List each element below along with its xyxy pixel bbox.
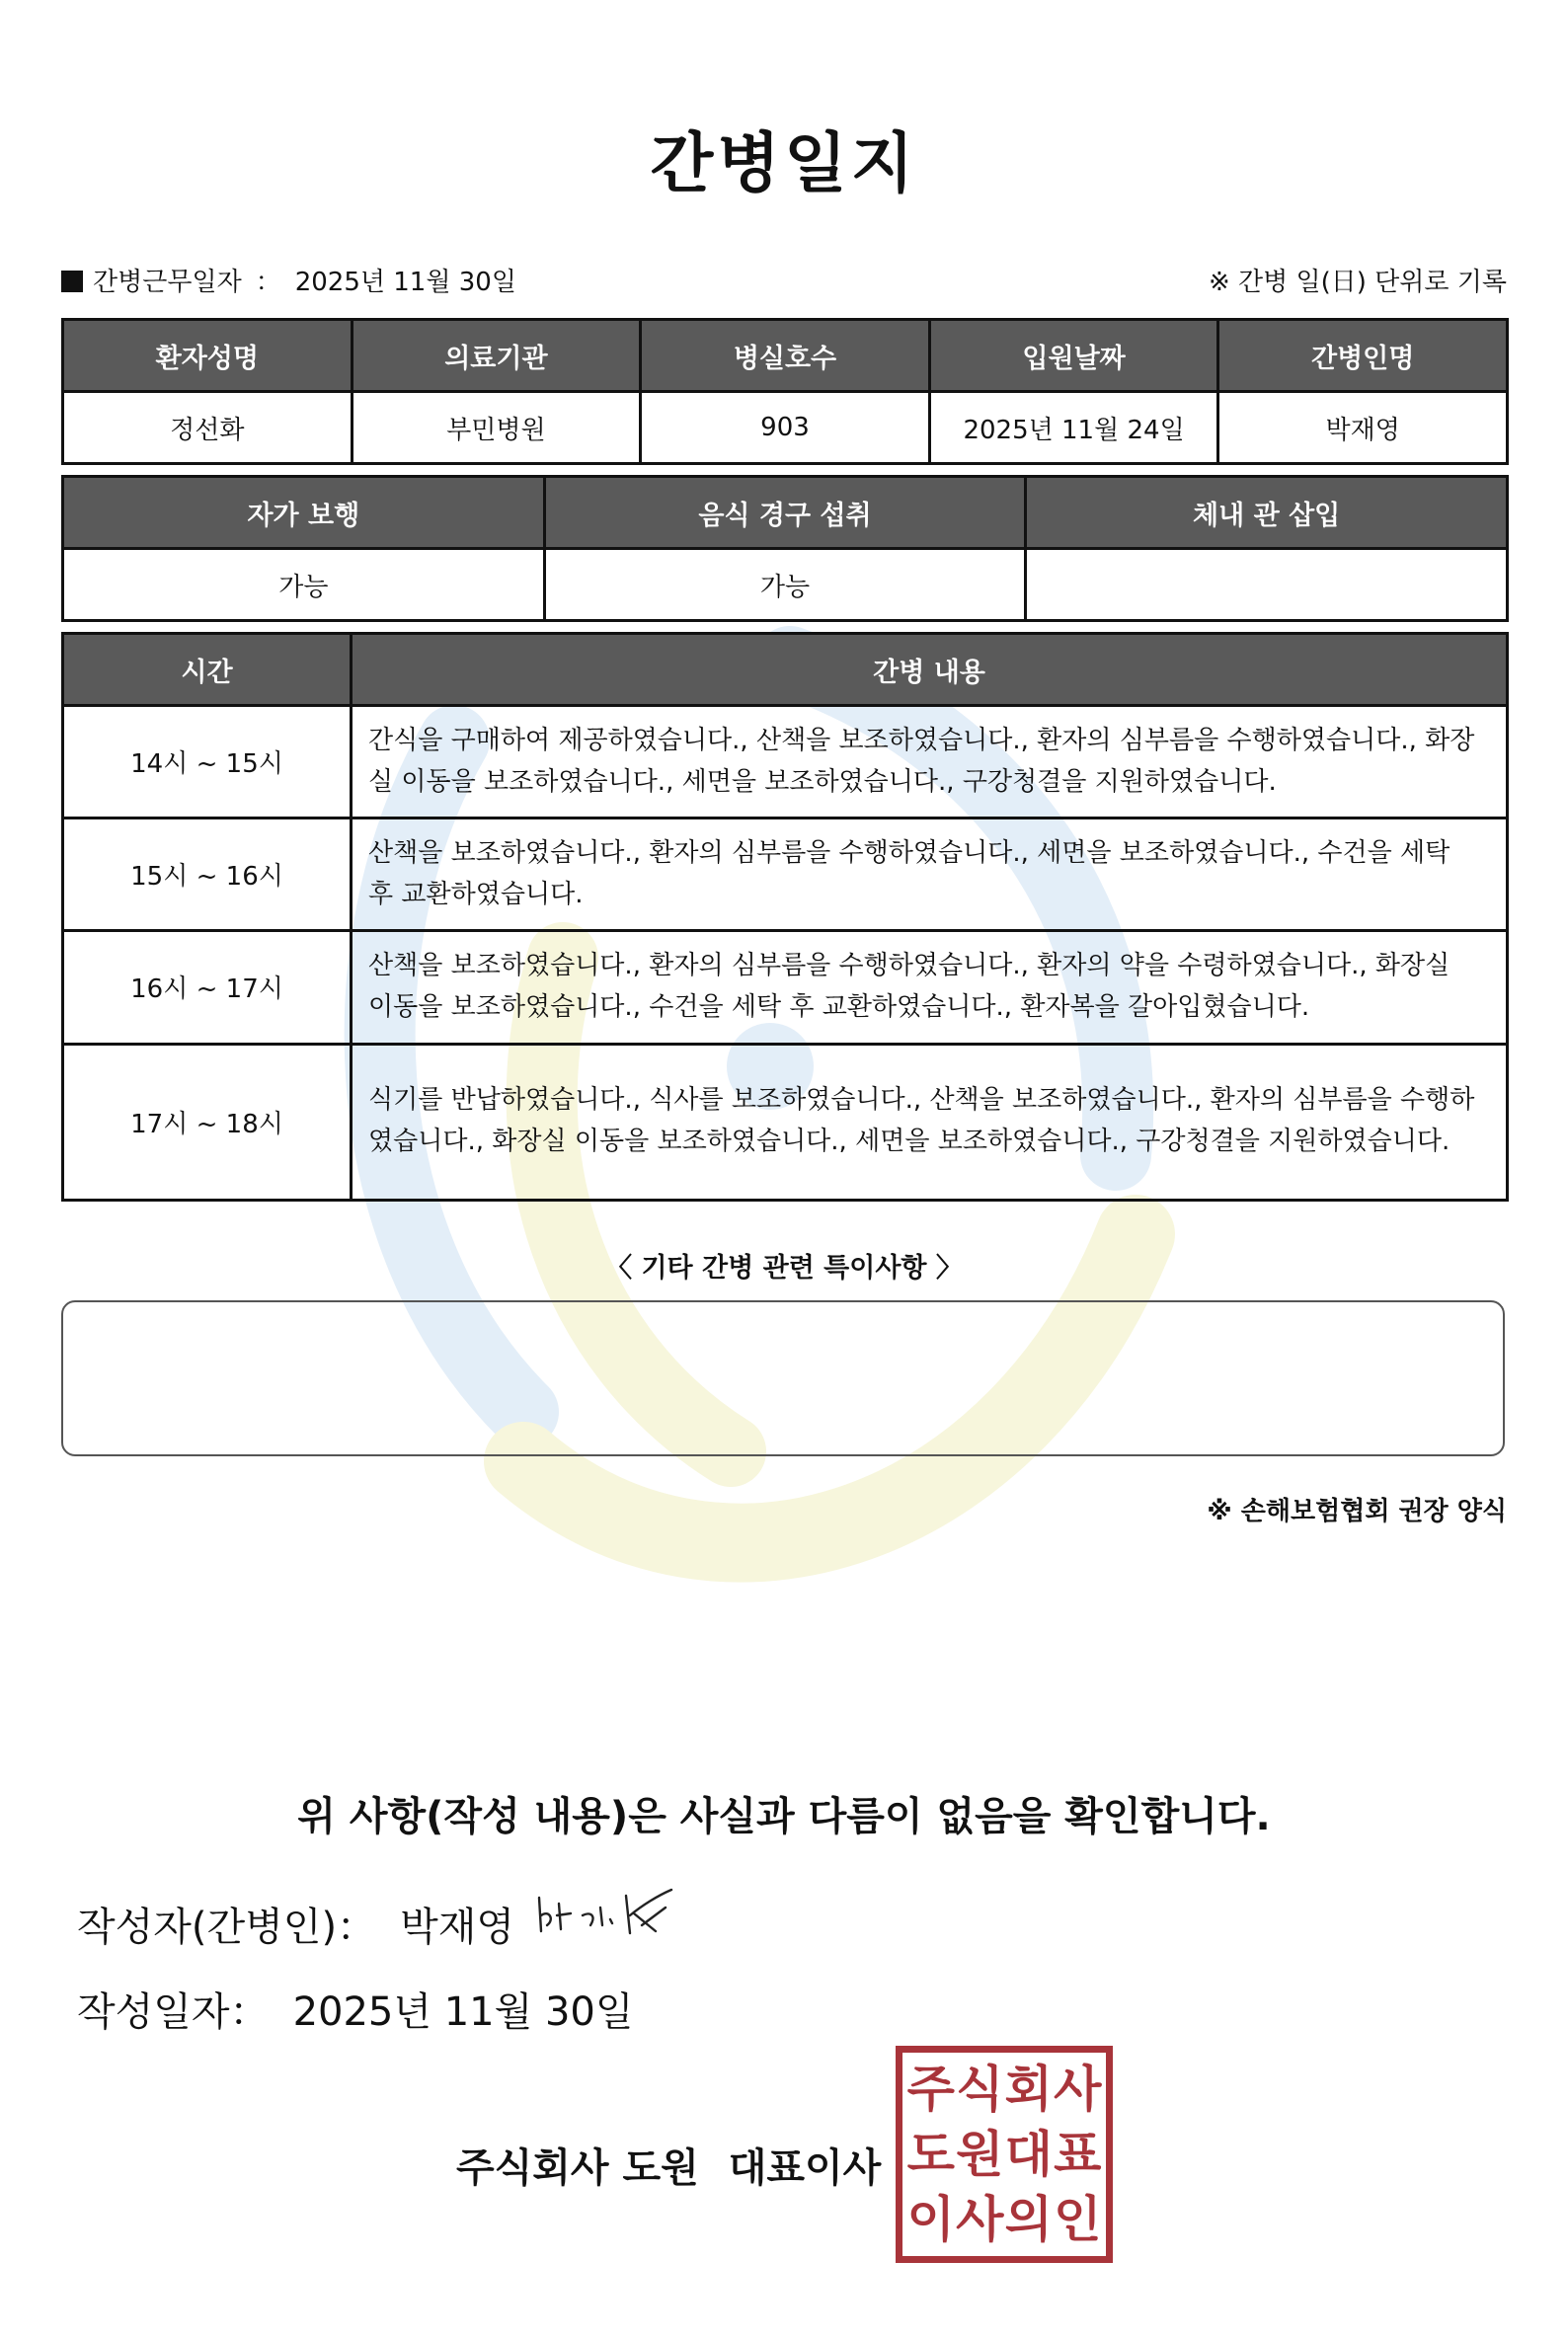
company-line — [456, 2137, 881, 2193]
handwritten-signature — [531, 1886, 679, 1947]
seal-char: 인 — [1054, 2191, 1102, 2248]
record-unit-note: ※ 간병 일(日) 단위로 기록 — [1208, 268, 1507, 297]
seal-char: 이 — [906, 2191, 955, 2248]
table-row — [63, 931, 1508, 1044]
header-hospital: 의료기관 — [352, 320, 641, 392]
header-room-number: 병실호수 — [641, 320, 930, 392]
log-content: 간식을 구매하여 제공하였습니다., 산책을 보조하였습니다., 환자의 심부름을 수행하였습니다., 화장실 이동을 보조하였습니다., 세면을 보조하였습니다., 구강청결을 지원하였습니다. — [352, 706, 1508, 818]
care-log-table — [61, 632, 1509, 1202]
work-date-separator: ： — [255, 268, 281, 297]
seal-char: 식 — [956, 2061, 1004, 2118]
tube-insertion-value — [1026, 549, 1508, 621]
work-date-value: 2025년 11월 30일 — [294, 268, 516, 297]
seal-char: 표 — [1054, 2126, 1102, 2183]
notes-box — [61, 1300, 1505, 1456]
log-time: 14시 ~ 15시 — [63, 706, 352, 818]
room-number: 903 — [641, 392, 930, 464]
header-tube-insertion: 체내 관 삽입 — [1026, 477, 1508, 549]
self-walking-value: 가능 — [63, 549, 545, 621]
written-date-line — [77, 1981, 634, 2037]
header-self-walking: 자가 보행 — [63, 477, 545, 549]
seal-char: 도 — [906, 2126, 955, 2183]
seal-char: 사 — [1054, 2061, 1102, 2118]
log-time: 17시 ~ 18시 — [63, 1044, 352, 1200]
written-date-value: 2025년 11월 30일 — [292, 1989, 634, 2035]
author-line — [77, 1896, 514, 1952]
oral-intake-value: 가능 — [544, 549, 1026, 621]
log-time: 16시 ~ 17시 — [63, 931, 352, 1044]
log-time: 15시 ~ 16시 — [63, 818, 352, 931]
seal-char: 대 — [1004, 2126, 1053, 2183]
company-seal — [896, 2046, 1113, 2263]
company-name: 주식회사 도원 — [456, 2145, 699, 2191]
seal-char: 사 — [956, 2191, 1004, 2248]
written-date-label: 작성일자： — [77, 1989, 270, 2035]
patient-info-table — [61, 318, 1509, 465]
patient-status-table — [61, 475, 1509, 622]
company-title: 대표이사 — [728, 2145, 882, 2191]
log-content: 산책을 보조하였습니다., 환자의 심부름을 수행하였습니다., 세면을 보조하였습니다., 수건을 세탁 후 교환하였습니다. — [352, 818, 1508, 931]
seal-char: 원 — [956, 2126, 1004, 2183]
notes-title: 〈 기타 간병 관련 특이사항 〉 — [605, 1253, 963, 1284]
seal-char: 주 — [906, 2061, 955, 2118]
header-caregiver-name: 간병인명 — [1218, 320, 1508, 392]
hospital-name: 부민병원 — [352, 392, 641, 464]
form-note: ※ 손해보험협회 권장 양식 — [1207, 1497, 1507, 1526]
table-row — [63, 1044, 1508, 1200]
header-care-content: 간병 내용 — [352, 634, 1508, 706]
table-row — [63, 818, 1508, 931]
square-bullet-icon — [61, 271, 83, 292]
header-oral-intake: 음식 경구 섭취 — [544, 477, 1026, 549]
document-title: 간병일지 — [650, 125, 918, 201]
seal-char: 회 — [1004, 2061, 1053, 2118]
caregiver-name: 박재영 — [1218, 392, 1508, 464]
work-date-label: 간병근무일자 — [93, 268, 242, 297]
author-name: 박재영 — [400, 1905, 514, 1950]
log-content: 산책을 보조하였습니다., 환자의 심부름을 수행하였습니다., 환자의 약을 수령하였습니다., 화장실 이동을 보조하였습니다., 수건을 세탁 후 교환하였습니다., 환자복을 갈아입혔습니다. — [352, 931, 1508, 1044]
header-admission-date: 입원날짜 — [929, 320, 1218, 392]
header-time: 시간 — [63, 634, 352, 706]
work-date-line — [61, 262, 516, 298]
author-label: 작성자(간병인)： — [77, 1905, 377, 1950]
admission-date: 2025년 11월 24일 — [929, 392, 1218, 464]
seal-char: 의 — [1004, 2191, 1053, 2248]
patient-name: 정선화 — [63, 392, 353, 464]
table-row — [63, 706, 1508, 818]
confirmation-statement: 위 사항(작성 내용)은 사실과 다름이 없음을 확인합니다. — [297, 1794, 1271, 1839]
log-content: 식기를 반납하였습니다., 식사를 보조하였습니다., 산책을 보조하였습니다., 환자의 심부름을 수행하였습니다., 화장실 이동을 보조하였습니다., 세면을 보조하였습니다., 구강청결을 지원하였습니다. — [352, 1044, 1508, 1200]
header-patient-name: 환자성명 — [63, 320, 353, 392]
